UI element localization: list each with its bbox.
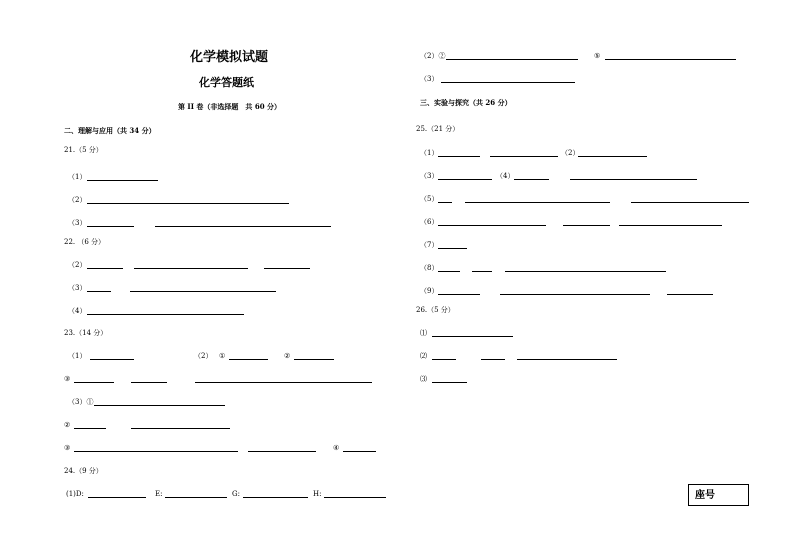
q25-part4-blank-b[interactable] xyxy=(570,179,697,180)
q25-part1-label: （1） xyxy=(420,149,439,157)
q26-part2-blank-c[interactable] xyxy=(517,359,617,360)
q23-part1-label: （1） xyxy=(68,352,87,360)
exam-title: 化学模拟试题 xyxy=(190,50,269,65)
q23-part3-blank-3a[interactable] xyxy=(74,451,238,452)
q21-part3-blank-a[interactable] xyxy=(87,226,134,227)
q25-part2-label: （2） xyxy=(561,149,580,157)
q25-part3-label: （3） xyxy=(420,172,439,180)
section-3-heading: 三、实验与探究（共 26 分） xyxy=(420,98,512,107)
q26-part3-blank[interactable] xyxy=(432,382,467,383)
q26-part1-label: ⑴ xyxy=(420,329,427,337)
q23-part3-circle3: ③ xyxy=(64,444,71,452)
cont-circle5: ⑤ xyxy=(594,52,601,60)
q22-part2-blank-a[interactable] xyxy=(87,268,123,269)
q23-part3-blank-2b[interactable] xyxy=(131,428,230,429)
q24-d-label: (1)D: xyxy=(66,490,84,498)
q22-part2-label: （2） xyxy=(68,261,87,269)
q23-part2-blank-1[interactable] xyxy=(229,359,268,360)
q25-part9-blank-b[interactable] xyxy=(500,294,650,295)
q26-part2-label: ⑵ xyxy=(420,352,427,360)
q22-part4-blank[interactable] xyxy=(87,314,244,315)
q23-label: 23.（14 分） xyxy=(64,329,108,337)
q26-part3-label: ⑶ xyxy=(420,375,427,383)
q22-part2-blank-c[interactable] xyxy=(264,268,310,269)
q21-part2-blank[interactable] xyxy=(87,203,289,204)
volume-title: 第 II 卷（非选择题 共 60 分） xyxy=(178,102,282,111)
q22-part3-blank-b[interactable] xyxy=(130,291,276,292)
q25-part6-label: （6） xyxy=(420,218,439,226)
q25-part3-blank[interactable] xyxy=(438,179,492,180)
q25-part9-label: （9） xyxy=(420,287,439,295)
q26-part2-blank-b[interactable] xyxy=(481,359,505,360)
q22-part3-blank-a[interactable] xyxy=(87,291,111,292)
cont-part3-label: （3） xyxy=(420,75,439,83)
section-2-heading: 二、理解与应用（共 34 分） xyxy=(64,126,156,135)
q21-part3-label: （3） xyxy=(68,219,87,227)
q25-part4-label: （4） xyxy=(496,172,515,180)
cont-part2-label: （2）② xyxy=(420,52,446,60)
q25-part5-blank-b[interactable] xyxy=(465,202,610,203)
q23-part2-blank-3a[interactable] xyxy=(74,382,114,383)
q25-part8-blank-a[interactable] xyxy=(438,271,460,272)
q25-part8-label: （8） xyxy=(420,264,439,272)
q23-part2-label: （2） xyxy=(194,352,213,360)
q23-part2-circle3: ③ xyxy=(64,375,71,383)
answer-sheet-title: 化学答题纸 xyxy=(199,76,254,89)
q26-part2-blank-a[interactable] xyxy=(432,359,456,360)
q25-part1-blank-b[interactable] xyxy=(490,156,558,157)
q24-e-label: E: xyxy=(155,490,163,498)
q23-part2-blank-3c[interactable] xyxy=(195,382,372,383)
q25-part1-blank-a[interactable] xyxy=(438,156,480,157)
q25-part5-blank-c[interactable] xyxy=(631,202,749,203)
q24-g-blank[interactable] xyxy=(243,497,308,498)
cont-part3-blank[interactable] xyxy=(441,82,575,83)
q23-part3-circle4: ④ xyxy=(333,444,340,452)
q21-part3-blank-b[interactable] xyxy=(155,226,331,227)
q23-part3-blank-1[interactable] xyxy=(94,405,225,406)
q23-part3-label: （3）① xyxy=(68,398,94,406)
q23-part2-blank-3b[interactable] xyxy=(131,382,167,383)
q21-part1-blank[interactable] xyxy=(87,180,158,181)
q25-part7-label: （7） xyxy=(420,241,439,249)
q26-label: 26.（5 分） xyxy=(416,306,455,314)
q25-label: 25.（21 分） xyxy=(416,125,460,133)
cont-part2-blank[interactable] xyxy=(446,59,578,60)
q24-g-label: G: xyxy=(232,490,240,498)
cont-circle5-blank[interactable] xyxy=(605,59,736,60)
q21-part1-label: （1） xyxy=(68,173,87,181)
q24-e-blank[interactable] xyxy=(165,497,227,498)
q25-part5-label: （5） xyxy=(420,195,439,203)
seat-number-box[interactable] xyxy=(688,484,749,506)
q25-part4-blank-a[interactable] xyxy=(514,179,549,180)
q25-part6-blank-c[interactable] xyxy=(619,225,722,226)
q24-h-label: H: xyxy=(313,490,322,498)
q23-part3-blank-3b[interactable] xyxy=(248,451,316,452)
q25-part2-blank[interactable] xyxy=(578,156,647,157)
q24-label: 24.（9 分） xyxy=(64,467,103,475)
q25-part8-blank-c[interactable] xyxy=(505,271,666,272)
q23-part3-blank-2a[interactable] xyxy=(74,428,106,429)
q25-part7-blank[interactable] xyxy=(438,248,467,249)
q23-part2-circle1: ① xyxy=(219,352,226,360)
q21-part2-label: （2） xyxy=(68,196,87,204)
q23-part3-circle2: ② xyxy=(64,421,71,429)
q21-label: 21.（5 分） xyxy=(64,146,103,154)
q25-part9-blank-c[interactable] xyxy=(667,294,713,295)
q24-d-blank[interactable] xyxy=(88,497,146,498)
q23-part3-blank-4[interactable] xyxy=(343,451,376,452)
q25-part9-blank-a[interactable] xyxy=(438,294,480,295)
q26-part1-blank[interactable] xyxy=(432,336,513,337)
q25-part6-blank-a[interactable] xyxy=(438,225,546,226)
q25-part8-blank-b[interactable] xyxy=(472,271,492,272)
q22-part3-label: （3） xyxy=(68,284,87,292)
q22-part2-blank-b[interactable] xyxy=(134,268,248,269)
q23-part2-circle2: ② xyxy=(284,352,291,360)
q22-part4-label: （4） xyxy=(68,307,87,315)
seat-number-label: 座号 xyxy=(695,490,715,501)
q23-part1-blank[interactable] xyxy=(90,359,134,360)
q22-label: 22. （6 分） xyxy=(64,238,106,246)
q25-part6-blank-b[interactable] xyxy=(563,225,610,226)
q23-part2-blank-2[interactable] xyxy=(294,359,334,360)
q24-h-blank[interactable] xyxy=(324,497,386,498)
q25-part5-blank-a[interactable] xyxy=(438,202,452,203)
